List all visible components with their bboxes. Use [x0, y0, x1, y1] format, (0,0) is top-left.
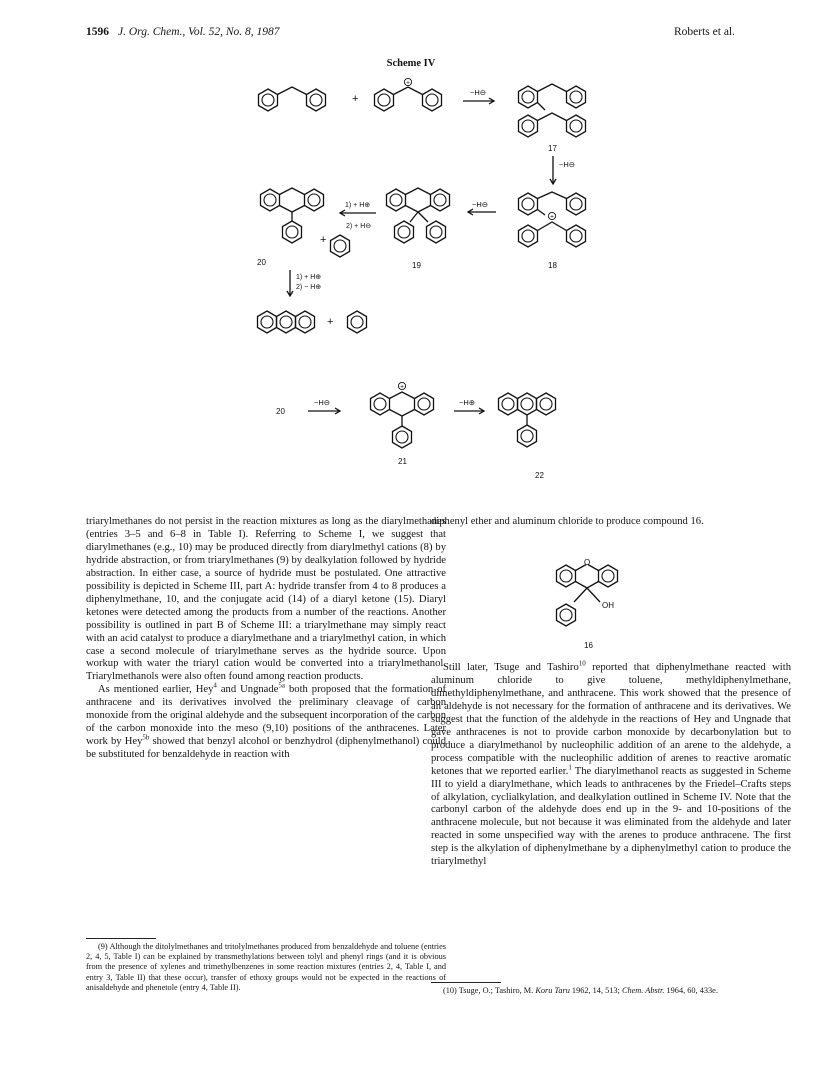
hydroxyl-label: OH [602, 601, 614, 610]
compound-22-structure [499, 393, 556, 447]
reagent-hydride-17: −H⊖ [559, 160, 576, 169]
left-column-text [86, 516, 446, 762]
anthracene-structure [258, 311, 315, 333]
reagent-19-step1: 1) + H⊕ [345, 202, 371, 209]
compound-16-structure [557, 559, 618, 626]
diphenylmethane-structure [259, 87, 326, 111]
journal-citation: J. Org. Chem., Vol. 52, No. 8, 1987 [118, 26, 280, 38]
compound-18-structure [519, 192, 586, 247]
reagent-hydride-20: −H⊖ [314, 398, 331, 407]
reagent-20-step1: 1) + H⊕ [296, 274, 322, 281]
plus-sign-3: + [327, 316, 334, 328]
compound-label-18: 18 [548, 261, 557, 270]
right-paragraph-2: Still later, Tsuge and Tashiro$^{10}$ reported that diphenylmethane reacted with aluminum chloride to give toluene, methyldiphenylmethane, dimethyldiphenylmethane, and anthracene. This work showed that the presence of an aldehyde is not necessary for the formation of anthracene and its derivatives. We suggest that the function of the aldehyde in the reactions of Hey and Ungnade that gave anthracenes is not to provide carbon monoxide by decarbonylation but to produce a diarylmethanol by nucleophilic addition of an arene to the aldehyde, a process compatible with the nucleophilic addition of arenes to reactive aromatic ketones that we reported earlier.$^1$ The diarylmethanol reacts as suggested in Scheme III to yield a diarylmethane, which leads to anthracenes by the Friedel–Crafts steps of alkylation, cyclialkylation, and dealkylation outlined in Scheme IV. Note that the carbonyl carbon of the aldehyde does end up in the 9- and 10-positions of the anthracene molecule, but not because it was eliminated from the aldehyde and later reacted in some unspecified way with the arenes to produce anthracene. The first step is the alkylation of diphenylmethane by a diphenylmethyl cation to produce the triarylmethyl [431, 659, 791, 868]
svg-text:+: + [406, 79, 410, 87]
benzene-product-structure [348, 311, 367, 333]
compound-label-19: 19 [412, 261, 421, 270]
footnote-rule-left [86, 938, 156, 939]
diphenylmethyl-cation-structure [375, 78, 442, 111]
compound-21-structure [371, 382, 434, 448]
compound-label-17: 17 [548, 144, 557, 153]
svg-text:O: O [584, 558, 591, 567]
reagent-20-step2: 2) − H⊕ [296, 284, 322, 291]
left-paragraph-1: triarylmethanes do not persist in the reaction mixtures as long as the diarylmethanes (entries 3–5 and 6–8 in Table I). Referring to Scheme I, we suggest that diarylmethanes (e.g., 10) may be produced directly from diarylmethyl cations (8) by hydride abstraction, or from triarylmethanes (9) by dealkylation followed by hydride abstraction. In either case, a source of hydride must be postulated. One attractive possibility is depicted in Scheme III, part A: hydride transfer from 4 to 8 produces a diphenylmethane, 10, and the conjugate acid (14) of a diaryl ketone (15). Diaryl ketones were detected among the products from a number of the reactions. Another possibility is outlined in part B of Scheme III: a triarylmethane may simply react with an acid catalyst to produce a diarylmethane and a triarylmethyl cation, in which case a second molecule of triarylmethane serves as the hydride source. Upon workup with water the triaryl cation would be converted into a triarylmethanol. Triarylmethanols were also often found among reaction products. [86, 516, 446, 683]
compound-19-structure [387, 188, 450, 243]
compound-20-structure [261, 188, 324, 243]
footnote-10: (10) Tsuge, O.; Tashiro, M. Koru Taru 1962, 14, 513; Chem. Abstr. 1964, 60, 433e. [443, 986, 718, 995]
page-number: 1596 [86, 26, 109, 38]
plus-sign-2: + [320, 234, 327, 246]
reagent-19-step2: 2) + H⊖ [346, 223, 372, 230]
compound-label-20-b: 20 [276, 407, 285, 416]
reagent-hydride-18: −H⊖ [472, 200, 489, 209]
plus-sign: + [352, 93, 359, 105]
compound-label-21: 21 [398, 457, 407, 466]
scheme-title: Scheme IV [386, 58, 436, 69]
reagent-hydride-1: −H⊖ [470, 88, 487, 97]
compound-label-22: 22 [535, 471, 544, 480]
right-paragraph-1: diphenyl ether and aluminum chloride to produce compound 16. [431, 516, 704, 527]
reagent-proton-21: −H⊕ [459, 398, 476, 407]
svg-text:+: + [550, 213, 554, 221]
right-column-top-text [431, 516, 791, 529]
compound-label-20: 20 [257, 258, 266, 267]
running-authors: Roberts et al. [674, 26, 735, 38]
compound-label-16: 16 [584, 641, 593, 650]
svg-text:+: + [400, 383, 404, 391]
compound-17-structure [519, 84, 586, 137]
footnote-rule-right [431, 982, 501, 983]
footnote-9: (9) Although the ditolylmethanes and tritolylmethanes produced from benzaldehyde and toluene (entries 2, 4, 5, Table I) can be explained by transmethylations between tolyl and phenyl rings (and it is obvious from the presence of xylenes and trimethylbenzenes in some reaction mixtures (entries 2, 4, Table I, and entry 3, Table II) that these occur), transfer of ethoxy groups would not be expected in the reactions of anisaldehyde and phenetole (entry 4, Table II). [86, 942, 446, 992]
left-paragraph-2: As mentioned earlier, Hey$^4$ and Ungnade$^{5a}$ both proposed that the formation of anthracene and its derivatives involved the preliminary cleavage of carbon monoxide from the original aldehyde and the subsequent incorporation of the carbon of the carbon monoxide into the meso (9,10) positions of the anthracenes. Later work by Hey$^{5b}$ showed that benzyl alcohol or benzhydrol (diphenylmethanol) could be substituted for benzaldehyde in reaction with [86, 681, 447, 761]
benzene-structure [331, 235, 350, 257]
right-column-text [431, 659, 791, 869]
